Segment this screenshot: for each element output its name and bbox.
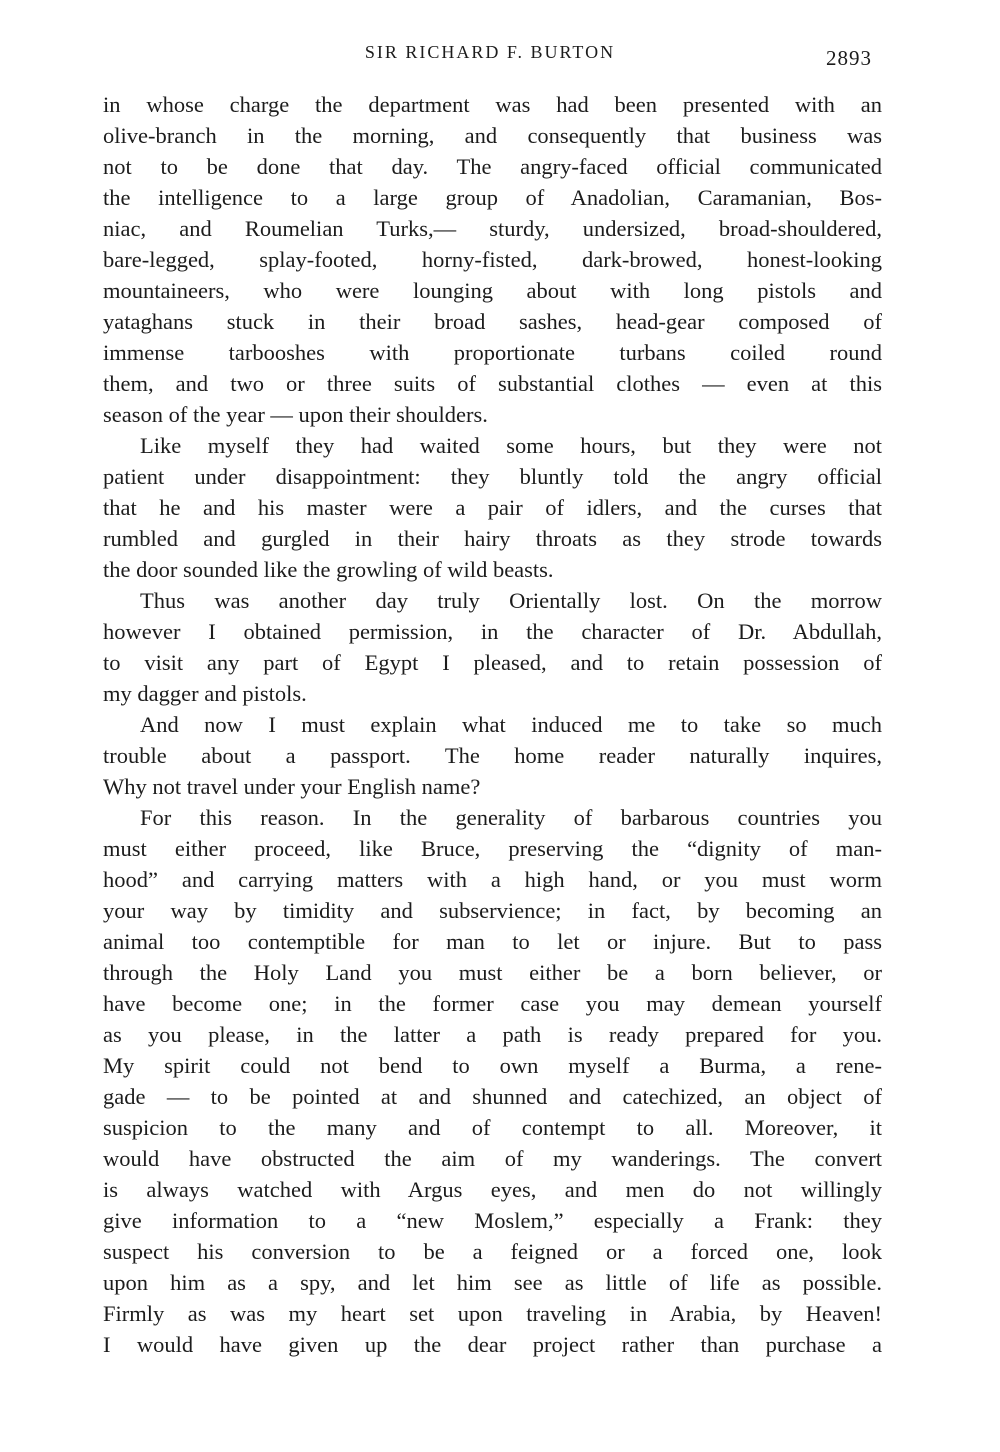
- text-line: olive-branch in the morning, and consequently that business was: [103, 123, 882, 148]
- text-line: that he and his master were a pair of idlers, and the curses that: [103, 495, 882, 520]
- text-line: would have obstructed the aim of my wanderings. The convert: [103, 1146, 882, 1171]
- text-line: patient under disappointment: they bluntly told the angry official: [103, 464, 882, 489]
- paragraph: [103, 802, 882, 1360]
- text-line: animal too contemptible for man to let or injure. But to pass: [103, 929, 882, 954]
- text-line: must either proceed, like Bruce, preserving the “dignity of man-: [103, 836, 882, 861]
- running-head: [0, 42, 1000, 72]
- text-line: them, and two or three suits of substantial clothes — even at this: [103, 371, 882, 396]
- text-line: is always watched with Argus eyes, and men do not willingly: [103, 1177, 882, 1202]
- text-line: My spirit could not bend to own myself a Burma, a rene-: [103, 1053, 882, 1078]
- text-line: through the Holy Land you must either be a born believer, or: [103, 960, 882, 985]
- text-line: immense tarbooshes with proportionate turbans coiled round: [103, 340, 882, 365]
- text-line: however I obtained permission, in the character of Dr. Abdullah,: [103, 619, 882, 644]
- text-line: rumbled and gurgled in their hairy throats as they strode towards: [103, 526, 882, 551]
- text-line: suspicion to the many and of contempt to all. Moreover, it: [103, 1115, 882, 1140]
- text-line: yataghans stuck in their broad sashes, head-gear composed of: [103, 309, 882, 334]
- text-line: trouble about a passport. The home reader naturally inquires,: [103, 743, 882, 768]
- text-line: to visit any part of Egypt I pleased, and to retain possession of: [103, 650, 882, 675]
- text-line: hood” and carrying matters with a high hand, or you must worm: [103, 867, 882, 892]
- paragraph: [103, 89, 882, 430]
- text-line: in whose charge the department was had been presented with an: [103, 92, 882, 117]
- text-line: give information to a “new Moslem,” especially a Frank: they: [103, 1208, 882, 1233]
- text-line: suspect his conversion to be a feigned or a forced one, look: [103, 1239, 882, 1264]
- text-line: not to be done that day. The angry-faced official communicated: [103, 154, 882, 179]
- text-line: the door sounded like the growling of wild beasts.: [103, 557, 554, 582]
- text-line: Firmly as was my heart set upon traveling in Arabia, by Heaven!: [103, 1301, 882, 1326]
- text-line: gade — to be pointed at and shunned and catechized, an object of: [103, 1084, 882, 1109]
- page-number: 2893: [826, 46, 872, 70]
- paragraph: [103, 709, 882, 802]
- text-line: upon him as a spy, and let him see as little of life as possible.: [103, 1270, 882, 1295]
- text-line: I would have given up the dear project rather than purchase a: [103, 1332, 882, 1357]
- text-line: And now I must explain what induced me to take so much: [140, 712, 882, 737]
- text-line: Thus was another day truly Orientally lost. On the morrow: [140, 588, 882, 613]
- paragraph: [103, 585, 882, 709]
- text-line: have become one; in the former case you may demean yourself: [103, 991, 882, 1016]
- body-text: [103, 89, 882, 1360]
- running-head-title: SIR RICHARD F. BURTON: [364, 42, 616, 62]
- text-line: as you please, in the latter a path is ready prepared for you.: [103, 1022, 882, 1047]
- text-line: mountaineers, who were lounging about with long pistols and: [103, 278, 882, 303]
- paragraph: [103, 430, 882, 585]
- text-line: the intelligence to a large group of Anadolian, Caramanian, Bos-: [103, 185, 882, 210]
- text-line: Like myself they had waited some hours, but they were not: [140, 433, 882, 458]
- text-line: season of the year — upon their shoulders.: [103, 402, 488, 427]
- text-line: my dagger and pistols.: [103, 681, 307, 706]
- text-line: your way by timidity and subservience; in fact, by becoming an: [103, 898, 882, 923]
- text-line: For this reason. In the generality of barbarous countries you: [140, 805, 882, 830]
- text-line: niac, and Roumelian Turks,— sturdy, undersized, broad-shouldered,: [103, 216, 882, 241]
- text-line: bare-legged, splay-footed, horny-fisted, dark-browed, honest-looking: [103, 247, 882, 272]
- text-line: Why not travel under your English name?: [103, 774, 481, 799]
